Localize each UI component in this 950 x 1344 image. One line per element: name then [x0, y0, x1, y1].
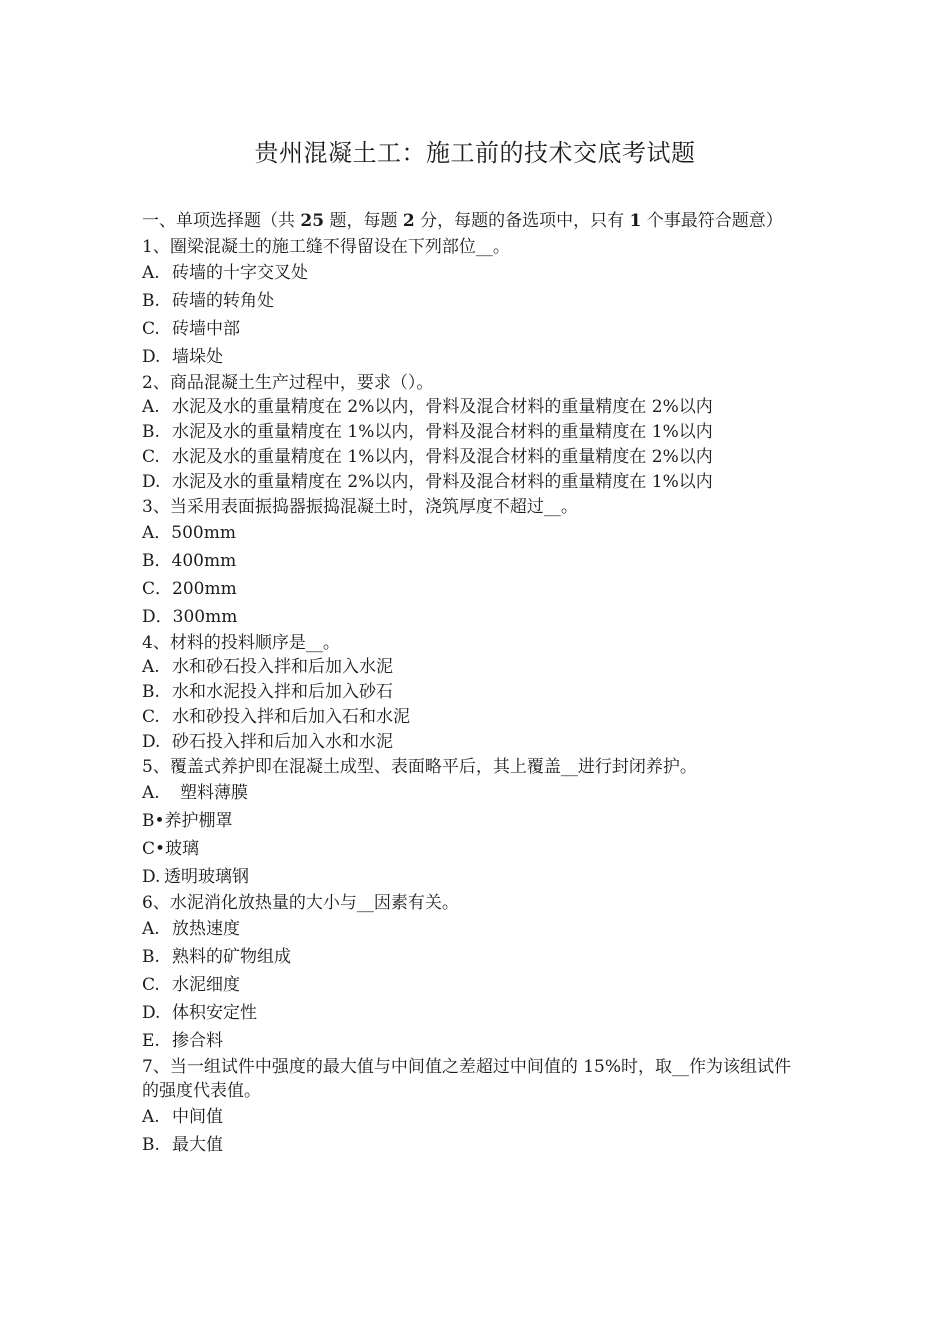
- option-6e: E. 掺合料: [142, 1031, 223, 1051]
- option-1d: D. 墙垛处: [142, 347, 223, 367]
- option-7b: B. 最大值: [142, 1135, 223, 1155]
- question-1: 1、圈梁混凝土的施工缝不得留设在下列部位__。: [142, 237, 510, 257]
- option-4d: D. 砂石投入拌和后加入水和水泥: [142, 732, 393, 752]
- option-1a: A. 砖墙的十字交叉处: [142, 263, 308, 283]
- option-1b: B. 砖墙的转角处: [142, 291, 274, 311]
- option-7a: A. 中间值: [142, 1107, 223, 1127]
- question-4: 4、材料的投料顺序是__。: [142, 633, 340, 653]
- option-5c: C•玻璃: [142, 839, 200, 859]
- section-heading: 一、单项选择题（共 25 题，每题 2 分，每题的备选项中，只有 1 个事最符合题意）: [142, 211, 783, 231]
- option-5a: A. 塑料薄膜: [142, 783, 248, 803]
- option-6d: D. 体积安定性: [142, 1003, 257, 1023]
- option-3c: C．200mm: [142, 579, 237, 599]
- document-body: [142, 209, 807, 1159]
- option-6b: B. 熟料的矿物组成: [142, 947, 291, 967]
- option-5d: D. 透明玻璃钢: [142, 867, 249, 887]
- option-4b: B. 水和水泥投入拌和后加入砂石: [142, 682, 393, 702]
- option-2b: B. 水泥及水的重量精度在 1%以内，骨料及混合材料的重量精度在 1%以内: [142, 422, 713, 442]
- question-3: 3、当采用表面振捣器振捣混凝土时，浇筑厚度不超过__。: [142, 497, 578, 517]
- option-3a: A．500mm: [142, 523, 236, 543]
- document-title: 贵州混凝土工：施工前的技术交底考试题: [254, 139, 696, 167]
- option-1c: C. 砖墙中部: [142, 319, 240, 339]
- question-5: 5、覆盖式养护即在混凝土成型、表面略平后，其上覆盖__进行封闭养护。: [142, 757, 697, 777]
- option-6c: C. 水泥细度: [142, 975, 240, 995]
- question-6: 6、水泥消化放热量的大小与__因素有关。: [142, 893, 459, 913]
- option-6a: A. 放热速度: [142, 919, 240, 939]
- option-2c: C. 水泥及水的重量精度在 1%以内，骨料及混合材料的重量精度在 2%以内: [142, 447, 713, 467]
- question-7: 7、当一组试件中强度的最大值与中间值之差超过中间值的 15%时，取__作为该组试件的强度代表值。: [142, 1057, 792, 1101]
- option-3d: D．300mm: [142, 607, 238, 627]
- question-2: 2、商品混凝土生产过程中，要求（）。: [142, 373, 434, 393]
- option-5b: B•养护棚罩: [142, 811, 233, 831]
- option-2d: D. 水泥及水的重量精度在 2%以内，骨料及混合材料的重量精度在 1%以内: [142, 472, 713, 492]
- option-2a: A. 水泥及水的重量精度在 2%以内，骨料及混合材料的重量精度在 2%以内: [142, 397, 713, 417]
- option-3b: B．400mm: [142, 551, 237, 571]
- option-4c: C. 水和砂投入拌和后加入石和水泥: [142, 707, 410, 727]
- option-4a: A. 水和砂石投入拌和后加入水泥: [142, 657, 393, 677]
